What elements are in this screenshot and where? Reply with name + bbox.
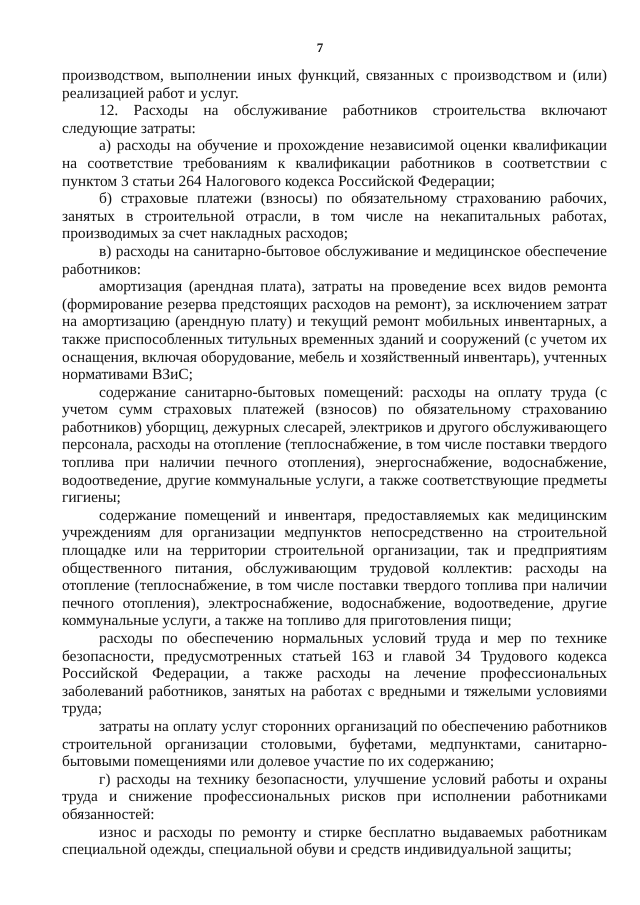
paragraph-workwear: износ и расходы по ремонту и стирке бесплатно выдаваемых работникам специальной одежды, специальной обуви и средств индивидуальной защиты;	[62, 823, 607, 859]
paragraph-third-party-services: затраты на оплату услуг сторонних организаций по обеспечению работников строительной организации столовыми, буфетами, медпунктами, санитарно-бытовыми помещениями или долевое участие по их содержанию;	[62, 717, 607, 771]
paragraph-subitem-v: в) расходы на санитарно-бытовое обслуживание и медицинское обеспечение работников:	[62, 242, 607, 278]
paragraph-subitem-a: а) расходы на обучение и прохождение независимой оценки квалификации на соответствие требованиям к квалификации работников в соответствии с пунктом 3 статьи 264 Налогового кодекса Российской Федерации;	[62, 137, 607, 190]
paragraph-amortization: амортизация (арендная плата), затраты на проведение всех видов ремонта (формирование резерва предстоящих расходов на ремонт), за исключением затрат на амортизацию (арендную плату) и текущий ремонт мобильных инвентарных, а также приспособленных титульных временных зданий и сооружений (с учетом их оснащения, включая оборудование, мебель и хозяйственный инвентарь), учтенных нормативами ВЗиС;	[62, 278, 607, 384]
paragraph-sanitary-premises: содержание санитарно-бытовых помещений: расходы на оплату труда (с учетом сумм страховых платежей (взносов) по обязательному страхованию работников) уборщиц, дежурных слесарей, электриков и другого обслуживающего персонала, расходы на отопление (теплоснабжение, в том числе поставки твердого топлива при наличии печного отопления), энергоснабжение, водоснабжение, водоотведение, другие коммунальные услуги, а также соответствующие предметы гигиены;	[62, 383, 607, 507]
paragraph-medical-premises: содержание помещений и инвентаря, предоставляемых как медицинским учреждениям для организации медпунктов непосредственно на строительной площадке или на территории строительной организации, так и предприятиям общественного питания, обслуживающим трудовой коллектив: расходы на отопление (теплоснабжение, в том числе поставки твердого топлива при наличии печного отопления), электроснабжение, водоснабжение, водоотведение, другие коммунальные услуги, а также на топливо для приготовления пищи;	[62, 506, 607, 630]
document-body	[62, 67, 607, 859]
paragraph-subitem-b: б) страховые платежи (взносы) по обязательному страхованию рабочих, занятых в строительной отрасли, в том числе на некапитальных работах, производимых за счет накладных расходов;	[62, 190, 607, 243]
paragraph-safety-expenses: расходы по обеспечению нормальных условий труда и мер по технике безопасности, предусмотренных статьей 163 и главой 34 Трудового кодекса Российской Федерации, а также расходы на лечение профессиональных заболеваний работников, занятых на работах с вредными и тяжелыми условиями труда;	[62, 630, 607, 718]
paragraph-continuation: производством, выполнении иных функций, связанных с производством и (или) реализацией работ и услуг.	[62, 67, 607, 102]
paragraph-subitem-g: г) расходы на технику безопасности, улучшение условий работы и охраны труда и снижение профессиональных рисков при исполнении работниками обязанностей:	[62, 770, 607, 823]
page-number: 7	[316, 40, 324, 55]
paragraph-item-12: 12. Расходы на обслуживание работников строительства включают следующие затраты:	[62, 102, 607, 137]
